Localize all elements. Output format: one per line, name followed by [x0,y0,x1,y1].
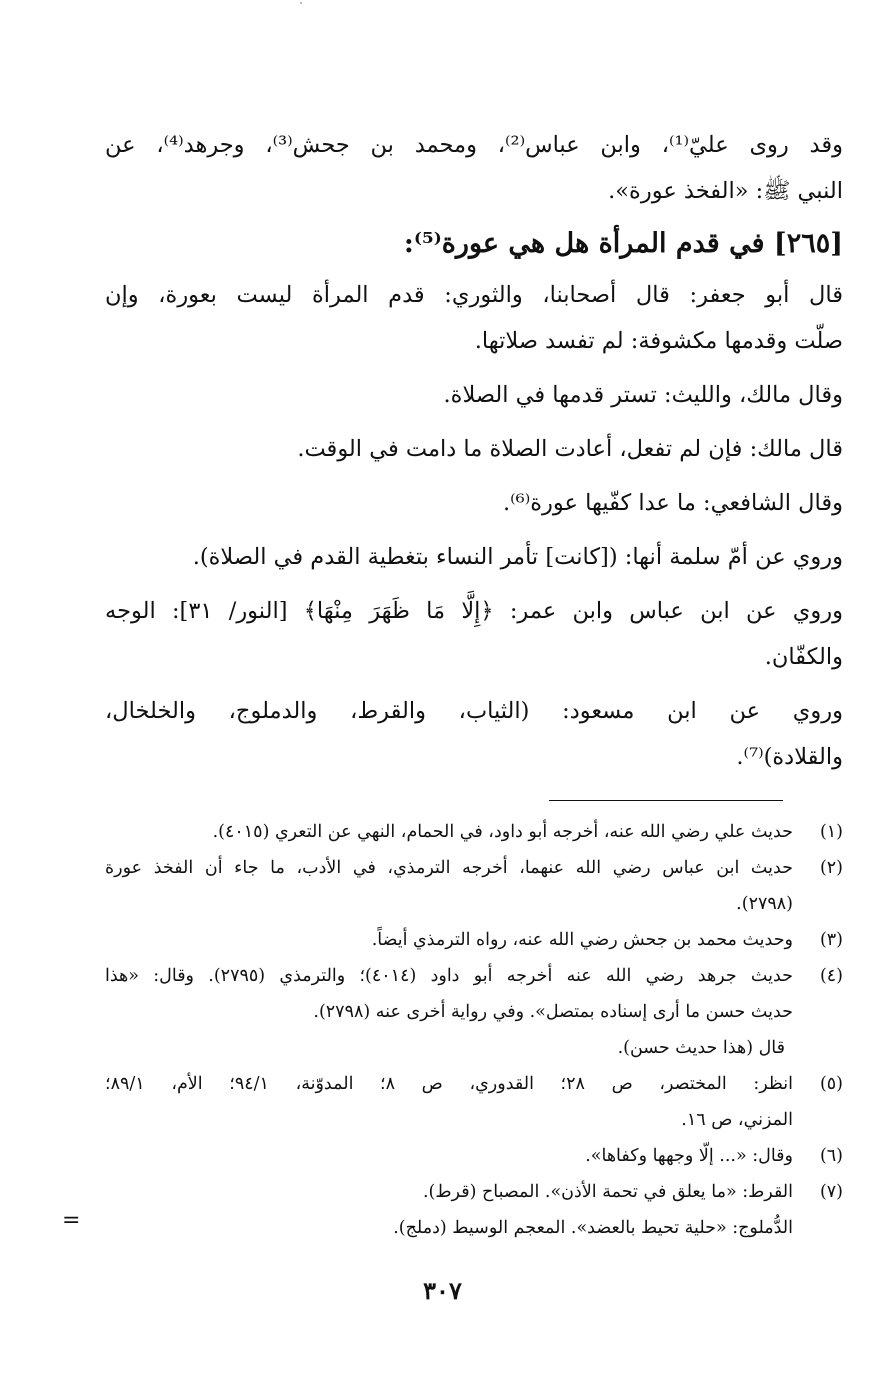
line-gap [105,472,843,480]
footnote-line: حديث علي رضي الله عنه، أخرجه أبو داود، في الحمام، النهي عن التعري (٤٠١٥). [212,822,793,842]
footnote-body [105,1138,793,1174]
section-heading: [٢٦٥] في قدم المرأة هل هي عورة⁽⁵⁾: [403,228,843,259]
footnote-body [105,850,793,922]
body-line: والقلادة)⁽⁷⁾. [736,744,843,770]
body-line: وروي عن ابن عباس وابن عمر: ﴿إِلَّا مَا ظَهَرَ مِنْهَا﴾ [النور/ ٣١]: الوجه [105,598,843,624]
body-line: وروي عن أمّ سلمة أنها: ([كانت] تأمر النساء بتغطية القدم في الصلاة). [192,544,843,570]
footnote-number: (٧) [819,1182,843,1202]
footnote-line: حديث حسن ما أرى إسناده بمتصل». وفي رواية أخرى عنه (٢٧٩٨). [313,1002,793,1022]
footnote-body [105,922,793,958]
footnote [105,1174,843,1210]
footnote [105,958,843,1066]
body-lines [105,272,843,780]
main-text [105,122,843,780]
line-gap [105,680,843,688]
line-gap [105,418,843,426]
line-gap [105,580,843,588]
footnote-line: القرط: «ما يعلق في تحمة الأذن». المصباح (قرط). [422,1182,793,1202]
footnote-number: (١) [819,822,843,842]
footnote-body [105,814,793,850]
footnote-line: (٢٧٩٨). [736,894,793,914]
body-line: وقال مالك، والليث: تستر قدمها في الصلاة. [443,382,843,408]
footnote-line: حديث جرهد رضي الله عنه أخرجه أبو داود (٤٠١٤)؛ والترمذي (٢٧٩٥). وقال: «هذا [105,966,793,986]
footnote [105,1138,843,1174]
footnote [105,850,843,922]
body-line: والكفّان. [764,644,843,670]
footnote-line: انظر: المختصر، ص ٢٨؛ القدوري، ص ٨؛ المدوّنة، ٩٤/١؛ الأم، ٨٩/١؛ [105,1074,793,1094]
footnote-line: قال (هذا حديث حسن). [617,1038,785,1058]
footnote-number: (٤) [819,966,843,986]
footnote-body [105,958,793,1066]
footnote [105,922,843,958]
intro-line-1: وقد روى عليّ⁽¹⁾، وابن عباس⁽²⁾، ومحمد بن جحش⁽³⁾، وجرهد⁽⁴⁾، عن [105,132,843,158]
page-number: ٣٠٧ [423,1276,462,1305]
body-line: وقال الشافعي: ما عدا كفّيها عورة⁽⁶⁾. [502,490,843,516]
scan-speck [300,2,302,4]
margin-mark: = [62,1208,81,1233]
body-line: صلّت وقدمها مكشوفة: لم تفسد صلاتها. [474,328,843,354]
footnote-number: (٦) [819,1146,843,1166]
footnote-number: (٢) [819,858,843,878]
line-gap [105,526,843,534]
footnote-number: (٣) [819,930,843,950]
body-line: وروي عن ابن مسعود: (الثياب، والقرط، والدملوج، والخلخال، [105,698,843,724]
footnote-line: حديث ابن عباس رضي الله عنهما، أخرجه الترمذي، في الأدب، ما جاء أن الفخذ عورة [105,858,793,878]
intro-line-2: النبي ﷺ: «الفخذ عورة». [608,178,843,204]
footnote [105,1066,843,1138]
body-line: قال مالك: فإن لم تفعل، أعادت الصلاة ما دامت في الوقت. [297,436,843,462]
footnote-continuation: الدُّملوج: «حلية تحيط بالعضد». المعجم الوسيط (دملج). [393,1218,793,1238]
footnote-body [105,1174,793,1210]
footnote-separator [549,800,783,801]
footnote-list [105,814,843,1210]
footnote-number: (٥) [819,1074,843,1094]
footnote-line: وحديث محمد بن جحش رضي الله عنه، رواه الترمذي أيضاً. [371,930,793,950]
footnotes [105,814,843,1246]
footnote-line: المزني، ص ١٦. [681,1110,793,1130]
footnote-line: وقال: «... إلّا وجهها وكفاها». [585,1146,793,1166]
footnote-body [105,1066,793,1138]
body-line: قال أبو جعفر: قال أصحابنا، والثوري: قدم المرأة ليست بعورة، وإن [105,282,843,308]
footnote [105,814,843,850]
line-gap [105,364,843,372]
